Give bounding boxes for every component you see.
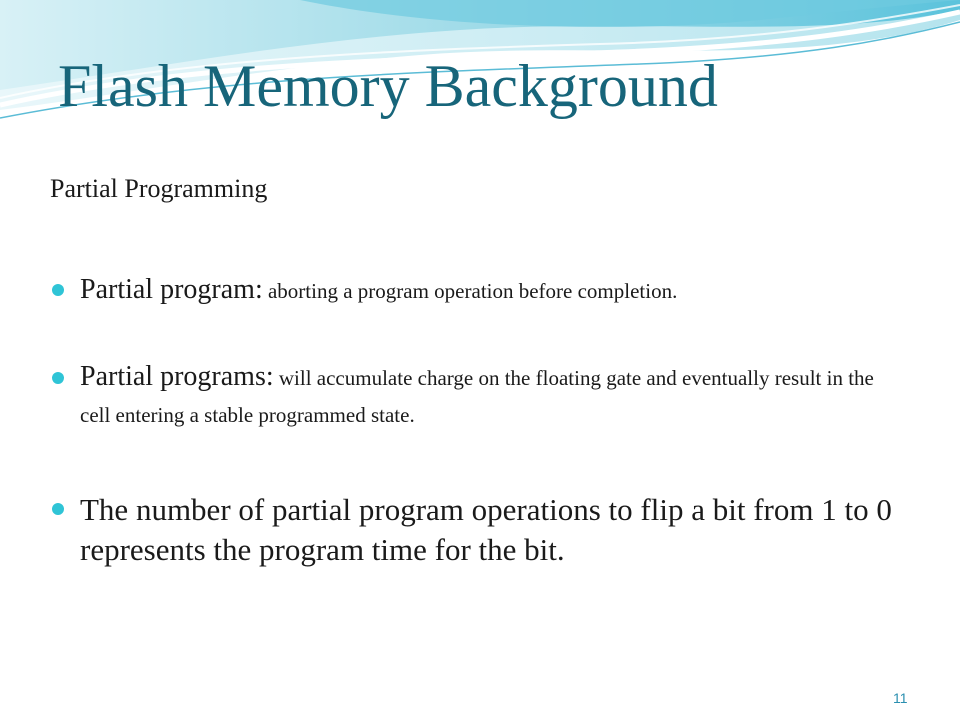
bullet-dot-icon [52, 372, 64, 384]
slide-subtitle: Partial Programming [50, 174, 268, 203]
bullet-lead: Partial program: [80, 274, 263, 305]
bullet-text: The number of partial program operations to flip a bit from 1 to 0 represents the program time for the bit. [80, 492, 892, 567]
page-number: 11 [893, 690, 908, 706]
bullet-detail: aborting a program operation before completion. [262, 279, 678, 303]
bullet-text [80, 274, 677, 306]
bullet-dot-icon [52, 503, 64, 515]
bullet-text [80, 360, 900, 435]
bullet-detail: will accumulate charge on the floating gate and eventually result in the cell entering a stable programmed state. [80, 366, 874, 427]
bullet-lead: Partial programs: [80, 361, 274, 392]
slide-title: Flash Memory Background [58, 53, 718, 119]
bullet-dot-icon [52, 284, 64, 296]
